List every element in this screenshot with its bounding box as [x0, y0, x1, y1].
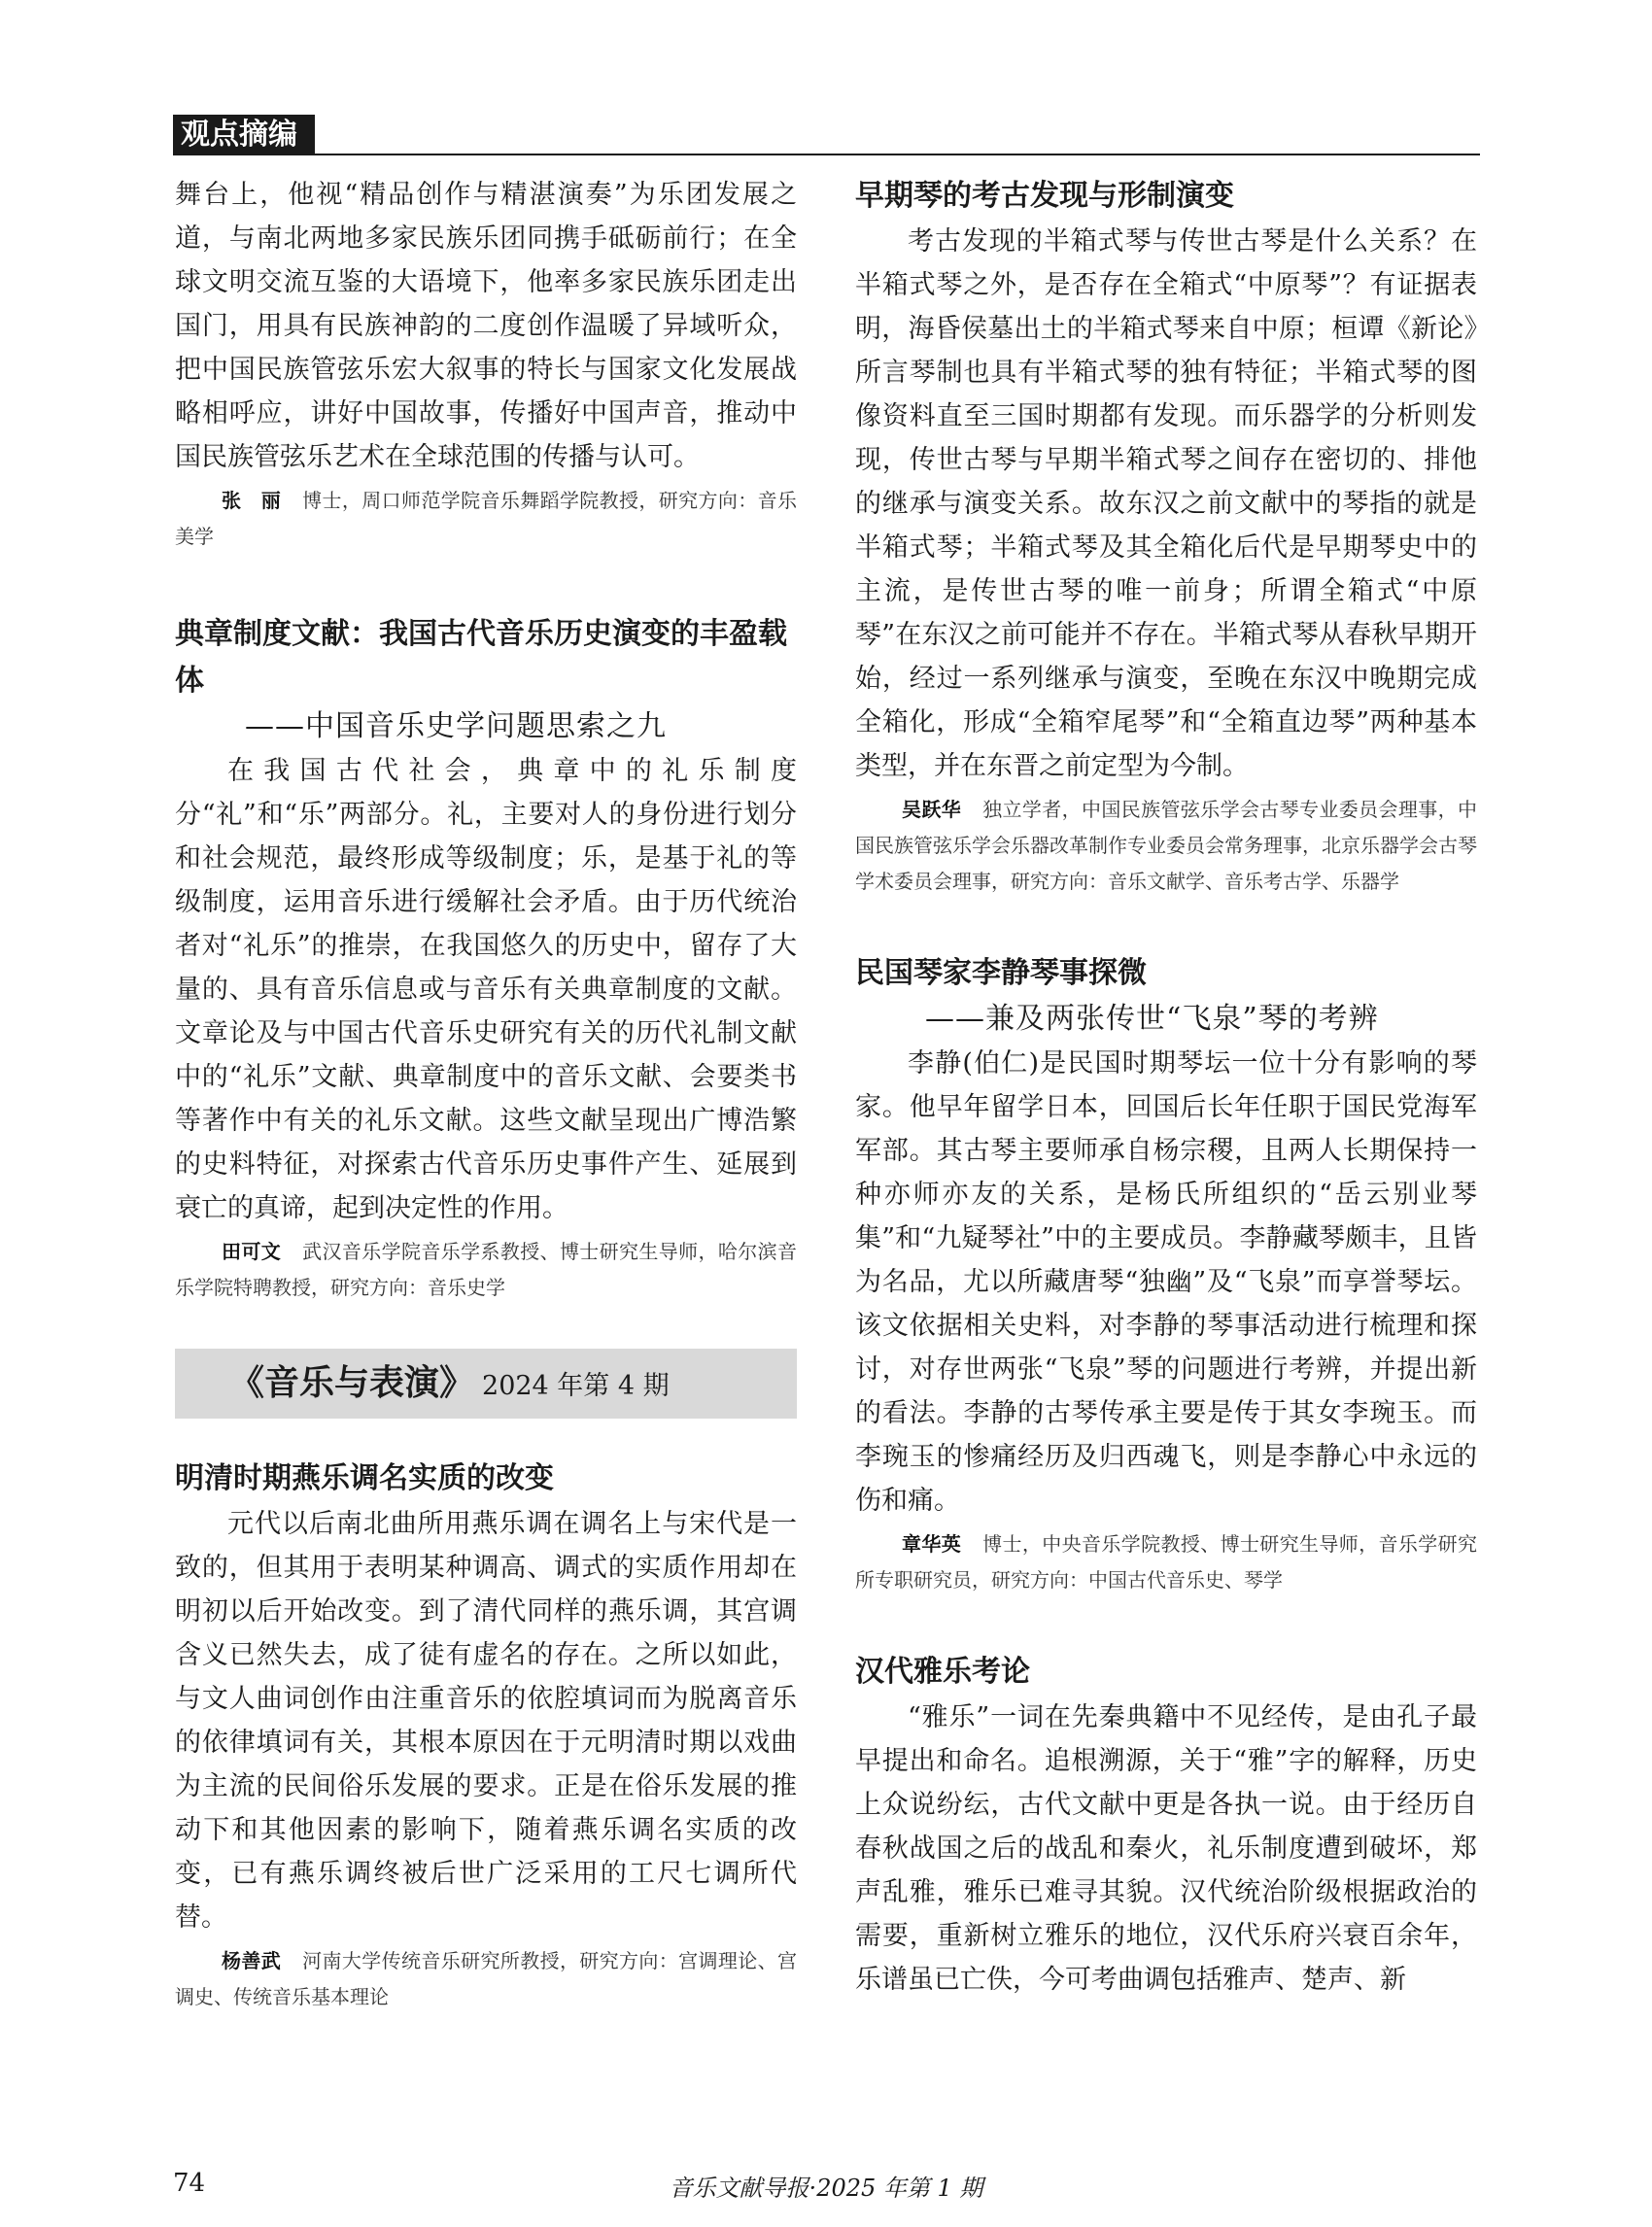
author-name: 张 丽: [222, 489, 282, 512]
article-abstract: 李静(伯仁)是民国时期琴坛一位十分有影响的琴家。他早年留学日本，回国后长年任职于国民党海军军部。其古琴主要师承自杨宗稷，且两人长期保持一种亦师亦友的关系，是杨氏所组织的“岳云别业琴集”和“九疑琴社”中的主要成员。李静藏琴颇丰，且皆为名品，尤以所藏唐琴“独幽”及“飞泉”而享誉琴坛。该文依据相关史料，对李静的琴事活动进行梳理和探讨，对存世两张“飞泉”琴的问题进行考辨，并提出新的看法。李静的古琴传承主要是传于其女李琬玉。而李琬玉的惨痛经历及归西魂飞，则是李静心中永远的伤和痛。: [855, 1048, 1477, 1516]
author-info: 博士，周口师范学院音乐舞蹈学院教授，研究方向：音乐美学: [175, 489, 798, 548]
article-abstract: “雅乐”一词在先秦典籍中不见经传，是由孔子最早提出和命名。追根溯源，关于“雅”字的解释，历史上众说纷纭，古代文献中更是各执一说。由于经历自春秋战国之后的战乱和秦火，礼乐制度遭到破坏，郑声乱雅，雅乐已难寻其貌。汉代统治阶级根据政治的需要，重新树立雅乐的地位，汉代乐府兴衰百余年，乐谱虽已亡佚，今可考曲调包括雅声、楚声、新: [855, 1702, 1477, 1995]
article-title: 民国琴家李静琴事探微: [855, 956, 1147, 990]
journal-title: 《音乐与表演》: [229, 1363, 475, 1403]
article-abstract: 元代以后南北曲所用燕乐调在调名上与宋代是一致的，但其用于表明某种调高、调式的实质作用却在明初以后开始改变。到了清代同样的燕乐调，其宫调含义已然失去，成了徒有虚名的存在。之所以如此，与文人曲词创作由注重音乐的依腔填词而为脱离音乐的依律填词有关，其根本原因在于元明清时期以戏曲为主流的民间俗乐发展的要求。正是在俗乐发展的推动下和其他因素的影响下，随着燕乐调名实质的改变，已有燕乐调终被后世广泛采用的工尺七调所代替。: [175, 1509, 797, 1933]
page-number: 74: [173, 2169, 206, 2198]
author-name: 章华英: [902, 1532, 962, 1556]
author-info: 武汉音乐学院音乐学系教授、博士研究生导师，哈尔滨音乐学院特聘教授，研究方向：音乐史学: [175, 1240, 798, 1299]
author-note: [855, 792, 1477, 900]
author-note: [175, 1943, 797, 2015]
article-subtitle: ——兼及两张传世“飞泉”琴的考辨: [925, 1002, 1379, 1036]
section-header: [173, 115, 1480, 155]
article-abstract: 考古发现的半箱式琴与传世古琴是什么关系？在半箱式琴之外，是否存在全箱式“中原琴”？有证据表明，海昏侯墓出土的半箱式琴来自中原；桓谭《新论》所言琴制也具有半箱式琴的独有特征；半箱式琴的图像资料直至三国时期都有发现。而乐器学的分析则发现，传世古琴与早期半箱式琴之间存在密切的、排他的继承与演变关系。故东汉之前文献中的琴指的就是半箱式琴；半箱式琴及其全箱化后代是早期琴史中的主流，是传世古琴的唯一前身；所谓全箱式“中原琴”在东汉之前可能并不存在。半箱式琴从春秋早期开始，经过一系列继承与演变，至晚在东汉中晚期完成全箱化，形成“全箱窄尾琴”和“全箱直边琴”两种基本类型，并在东晋之前定型为今制。: [855, 226, 1477, 781]
article-title: 典章制度文献：我国古代音乐历史演变的丰盈载体: [175, 617, 787, 698]
continued-paragraph: 舞台上，他视“精品创作与精湛演奏”为乐团发展之道，与南北两地多家民族乐团同携手砥砺前行；在全球文明交流互鉴的大语境下，他率多家民族乐团走出国门，用具有民族神韵的二度创作温暖了异域听众，把中国民族管弦乐宏大叙事的特长与国家文化发展战略相呼应，讲好中国故事，传播好中国声音，推动中国民族管弦乐艺术在全球范围的传播与认可。: [175, 180, 797, 472]
author-info: 独立学者，中国民族管弦乐学会古琴专业委员会理事，中国民族管弦乐学会乐器改革制作专业委员会常务理事，北京乐器学会古琴学术委员会理事，研究方向：音乐文献学、音乐考古学、乐器学: [855, 798, 1478, 893]
section-label: 观点摘编: [173, 115, 315, 155]
header-rule: [315, 154, 1480, 155]
article-abstract: 在我国古代社会，典章中的礼乐制度分“礼”和“乐”两部分。礼，主要对人的身份进行划分和社会规范，最终形成等级制度；乐，是基于礼的等级制度，运用音乐进行缓解社会矛盾。由于历代统治者对“礼乐”的推崇，在我国悠久的历史中，留存了大量的、具有音乐信息或与音乐有关典章制度的文献。文章论及与中国古代音乐史研究有关的历代礼制文献中的“礼乐”文献、典章制度中的音乐文献、会要类书等著作中有关的礼乐文献。这些文献呈现出广博浩繁的史料特征，对探索古代音乐历史事件产生、延展到衰亡的真谛，起到决定性的作用。: [175, 756, 797, 1223]
journal-banner: [175, 1349, 797, 1419]
article-subtitle: ——中国音乐史学问题思索之九: [245, 709, 667, 743]
article-title: 明清时期燕乐调名实质的改变: [175, 1461, 554, 1495]
author-name: 田可文: [222, 1240, 282, 1263]
left-column: [175, 173, 797, 2015]
article-title: 早期琴的考古发现与形制演变: [855, 179, 1234, 213]
author-note: [175, 1234, 797, 1306]
author-info: 河南大学传统音乐研究所教授，研究方向：宫调理论、宫调史、传统音乐基本理论: [175, 1949, 798, 2008]
author-note: [855, 1526, 1477, 1598]
running-footer: 音乐文献导报·2025 年第 1 期: [669, 2175, 983, 2202]
right-column: [855, 173, 1477, 2002]
journal-issue: 2024 年第 4 期: [482, 1371, 670, 1401]
author-info: 博士，中央音乐学院教授、博士研究生导师，音乐学研究所专职研究员，研究方向：中国古代音乐史、琴学: [855, 1532, 1478, 1592]
article-title: 汉代雅乐考论: [855, 1655, 1030, 1689]
author-name: 吴跃华: [902, 798, 962, 821]
author-note: [175, 483, 797, 555]
author-name: 杨善武: [222, 1949, 282, 1972]
